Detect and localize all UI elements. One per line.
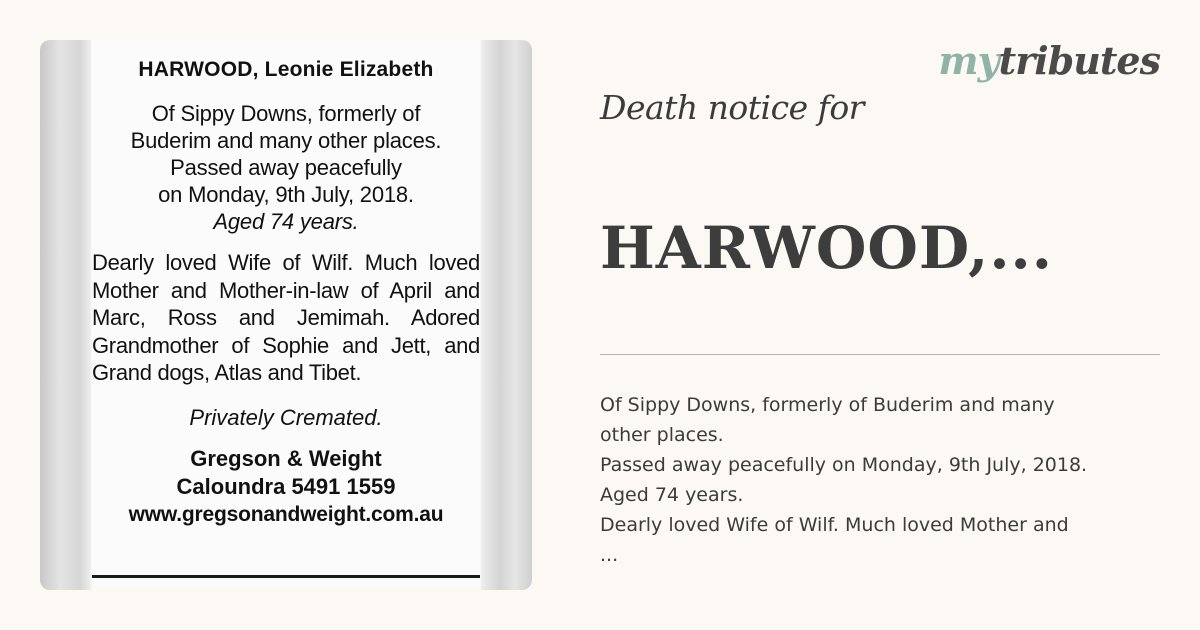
clipping-location: Of Sippy Downs, formerly of Buderim and many other places. Passed away peacefully on Monday, 9th July, 2018. (130, 101, 442, 207)
clipping-firm-phone: Caloundra 5491 1559 (176, 473, 396, 499)
clipping-paper (92, 40, 480, 582)
clipping-intro (92, 100, 480, 235)
logo-tributes: tributes (998, 38, 1160, 83)
newspaper-clipping-image (40, 40, 532, 590)
notice-excerpt: Of Sippy Downs, formerly of Buderim and many other places. Passed away peacefully on Monday, 9th July, 2018. Aged 74 years. Dearly loved Wife of Wilf. Much loved Mother and ... (600, 394, 1088, 566)
notice-heading: Death notice for (600, 88, 864, 127)
deceased-name: HARWOOD,... (600, 214, 1053, 282)
clipping-aged: Aged 74 years. (213, 209, 359, 234)
mytributes-logo[interactable] (938, 38, 1160, 83)
clipping-name: HARWOOD, Leonie Elizabeth (138, 58, 434, 81)
clipping-body: Dearly loved Wife of Wilf. Much loved Mother and Mother-in-law of April and Marc, Ross and Jemimah. Adored Grandmother of Sophie and Jett, and Grand dogs, Atlas and Tibet. (92, 250, 480, 385)
divider (600, 354, 1160, 355)
clipping-cremated: Privately Cremated. (189, 404, 383, 430)
clipping-firm-url: www.gregsonandweight.com.au (128, 502, 444, 526)
clipping-bottom-rule (92, 575, 480, 578)
clipping-funeral-director (92, 445, 480, 529)
clipping-firm-name: Gregson & Weight (190, 445, 382, 471)
logo-my: my (938, 38, 999, 83)
